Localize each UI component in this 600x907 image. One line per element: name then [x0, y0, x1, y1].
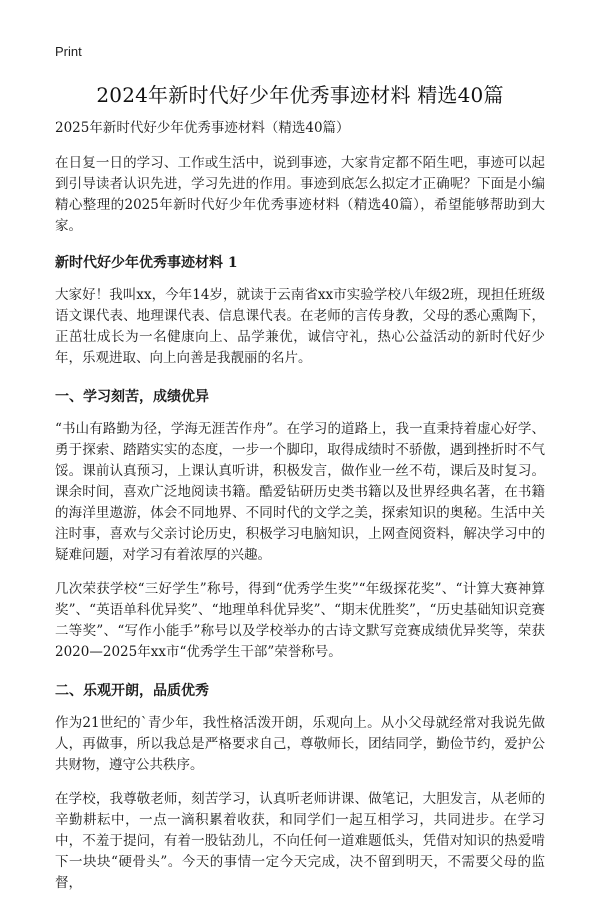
subsection-heading-character: 二、乐观开朗，品质优秀: [55, 683, 209, 699]
section-heading: 新时代好少年优秀事迹材料 1: [55, 255, 238, 271]
study-paragraph-2: 几次荣获学校“三好学生”称号，得到“优秀学生奖”“年级探花奖”、“计算大赛神算奖”、“英语单科优异奖”、“地理单科优异奖”、“期末优胜奖”，“历史基础知识竞赛二等奖”、“写作小能手”称号以及学校举办的古诗文默写竞赛成绩优异奖等，荣获2020—2025年xx市“优秀学生干部”荣誉称号。: [55, 581, 545, 660]
article-body: [55, 118, 545, 907]
print-link[interactable]: Print: [55, 44, 82, 59]
character-paragraph-1: 作为21世纪的`青少年，我性格活泼开朗，乐观向上。从小父母就经常对我说先做人，再做事，所以我总是严格要求自己，尊敬师长，团结同学，勤俭节约，爱护公共财物，遵守公共秩序。: [55, 715, 545, 773]
intro-paragraph: 在日复一日的学习、工作或生活中，说到事迹，大家肯定都不陌生吧，事迹可以起到引导读者认识先进，学习先进的作用。事迹到底怎么拟定才正确呢？下面是小编精心整理的2025年新时代好少年优秀事迹材料（精选40篇），希望能够帮助到大家。: [55, 155, 545, 234]
section-paragraph: 大家好！我叫xx，今年14岁，就读于云南省xx市实验学校八年级2班，现担任班级语文课代表、地理课代表、信息课代表。在老师的言传身教，父母的悉心熏陶下，正茁壮成长为一名健康向上、品学兼优，诚信守礼，热心公益活动的新时代好少年，乐观进取、向上向善是我靓丽的名片。: [55, 287, 545, 366]
subsection-heading-study: 一、学习刻苦，成绩优异: [55, 389, 209, 405]
study-paragraph-1: “书山有路勤为径，学海无涯苦作舟”。在学习的道路上，我一直秉持着虚心好学、勇于探索、踏踏实实的态度，一步一个脚印，取得成绩时不骄傲，遇到挫折时不气馁。课前认真预习，上课认真听讲，积极发言，做作业一丝不苟，课后及时复习。课余时间，喜欢广泛地阅读书籍。酷爱钻研历史类书籍以及世界经典名著，在书籍的海洋里遨游，体会不同地界、不同时代的文学之美，探索知识的奥秘。生活中关注时事，喜欢与父亲讨论历史，积极学习电脑知识，上网查阅资料，解决学习中的疑难问题，对学习有着浓厚的兴趣。: [55, 421, 545, 563]
character-paragraph-2: 在学校，我尊敬老师，刻苦学习，认真听老师讲课、做笔记，大胆发言，从老师的辛勤耕耘中，一点一滴积累着收获，和同学们一起互相学习，共同进步。在学习中，不羞于提问，有着一股钻劲儿，不向任何一道难题低头，凭借对知识的热爱啃下一块块“硬骨头”。今天的事情一定今天完成，决不留到明天，不需要父母的监督，: [55, 791, 545, 891]
article-subtitle: 2025年新时代好少年优秀事迹材料（精选40篇）: [55, 120, 350, 136]
page-title: 2024年新时代好少年优秀事迹材料 精选40篇: [96, 83, 504, 107]
